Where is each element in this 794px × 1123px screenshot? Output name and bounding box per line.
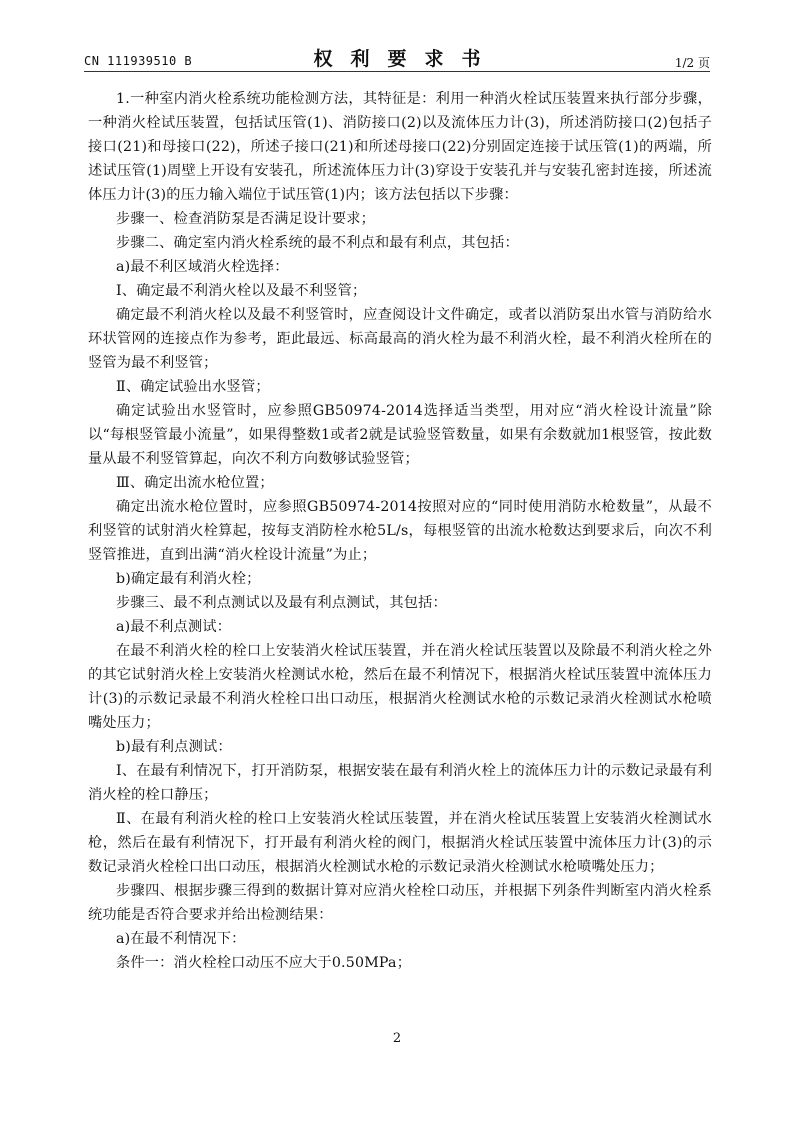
claim-paragraph: b)最有利点测试： [116,739,232,755]
claim-paragraph: Ⅰ、确定最不利消火栓以及最不利竖管； [116,283,367,299]
claim-paragraph: Ⅰ、在最有利情况下，打开消防泵，根据安装在最有利消火栓上的流体压力计的示数记录最有利消火栓的栓口静压； [88,763,712,803]
claims-body [88,87,712,975]
page-title: 权利要求书 [313,48,499,70]
claim-paragraph: 1.一种室内消火栓系统功能检测方法，其特征是：利用一种消火栓试压装置来执行部分步骤，一种消火栓试压装置，包括试压管(1)、消防接口(2)以及流体压力计(3)，所述消防接口(2)包括子接口(21)和母接口(22)，所述子接口(21)和所述母接口(22)分别固定连接于试压管(1)的两端，所述试压管(1)周壁上开设有安装孔，所述流体压力计(3)穿设于安装孔并与安装孔密封连接，所述流体压力计(3)的压力输入端位于试压管(1)内；该方法包括以下步骤： [88,91,712,203]
claim-paragraph: 步骤四、根据步骤三得到的数据计算对应消火栓栓口动压，并根据下列条件判断室内消火栓系统功能是否符合要求并给出检测结果： [88,883,712,923]
page-number: 2 [392,1031,402,1046]
claim-paragraph: Ⅲ、确定出流水枪位置； [116,475,274,491]
claim-paragraph: 确定试验出水竖管时，应参照GB50974-2014选择适当类型，用对应“消火栓设计流量”除以“每根竖管最小流量”，如果得整数1或者2就是试验竖管数量，如果有余数就加1根竖管，按此数量从最不利竖管算起，向次不利方向数够试验竖管； [88,403,712,467]
claim-paragraph: b)确定最有利消火栓； [116,571,261,587]
header-divider [84,71,710,72]
claim-paragraph: 确定出流水枪位置时，应参照GB50974-2014按照对应的“同时使用消防水枪数量”，从最不利竖管的试射消火栓算起，按每支消防栓水枪5L/s，每根竖管的出流水枪数达到要求后，向次不利竖管推进，直到出满“消火栓设计流量”为止； [88,499,712,563]
claim-paragraph: 条件一：消火栓栓口动压不应大于0.50MPa； [116,955,412,971]
claim-paragraph: 在最不利消火栓的栓口上安装消火栓试压装置，并在消火栓试压装置以及除最不利消火栓之外的其它试射消火栓上安装消火栓测试水枪，然后在最不利情况下，根据消火栓试压装置中流体压力计(3)的示数记录最不利消火栓栓口出口动压，根据消火栓测试水枪的示数记录消火栓测试水枪喷嘴处压力； [88,643,712,731]
claim-paragraph: 步骤三、最不利点测试以及最有利点测试，其包括： [116,595,447,611]
page-info: 1/2 页 [674,56,710,70]
publication-number: CN 111939510 B [84,54,193,68]
claim-paragraph: 步骤一、检查消防泵是否满足设计要求； [116,211,375,227]
claim-paragraph: a)在最不利情况下： [116,931,246,947]
claim-paragraph: Ⅱ、确定试验出水竖管； [116,379,270,395]
claim-paragraph: 步骤二、确定室内消火栓系统的最不利点和最有利点，其包括： [116,235,519,251]
claim-paragraph: a)最不利区域消火栓选择： [116,259,289,275]
claim-paragraph: 确定最不利消火栓以及最不利竖管时，应查阅设计文件确定，或者以消防泵出水管与消防给水环状管网的连接点作为参考，距此最远、标高最高的消火栓为最不利消火栓，最不利消火栓所在的竖管为最不利竖管； [88,307,712,371]
claim-paragraph: a)最不利点测试： [116,619,232,635]
claim-paragraph: Ⅱ、在最有利消火栓的栓口上安装消火栓试压装置，并在消火栓试压装置上安装消火栓测试水枪，然后在最有利情况下，打开最有利消火栓的阀门，根据消火栓试压装置中流体压力计(3)的示数记录消火栓栓口出口动压，根据消火栓测试水枪的示数记录消火栓测试水枪喷嘴处压力； [88,811,712,875]
page-header [84,44,710,72]
